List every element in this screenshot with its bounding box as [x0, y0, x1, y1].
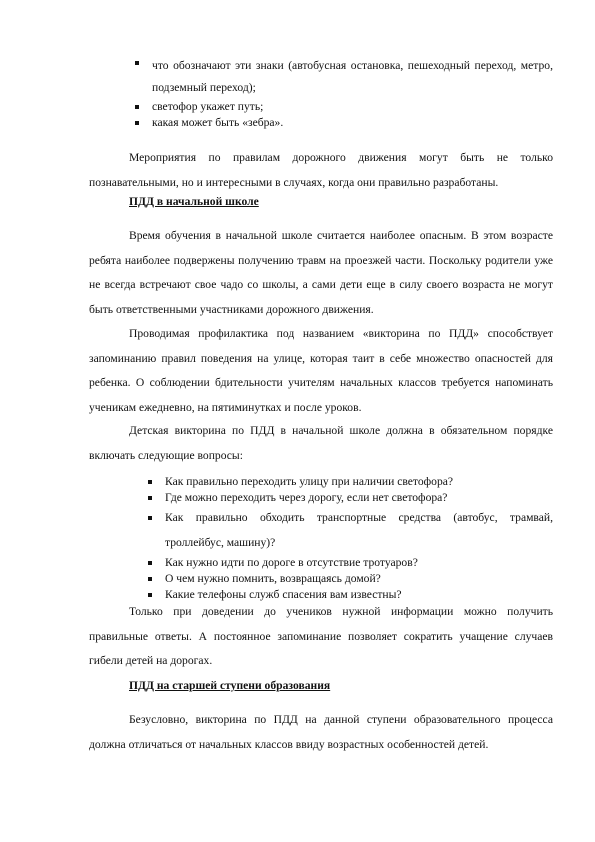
paragraph-prevention: Проводимая профилактика под названием «викторина по ПДД» способствует запоминанию правил поведения на улице, которая таит в себе множество опасностей для ребенка. О соблюдении бдительности учителям начальных классов требуется напоминать ученикам ежедневно, на пятиминутках и после уроков.: [89, 327, 553, 414]
paragraph-correct-answers: Только при доведении до учеников нужной информации можно получить правильные ответы. А постоянное запоминание позволяет сократить учащение случаев гибели детей на дорогах.: [89, 605, 553, 667]
list-item: что обозначают эти знаки (автобусная остановка, пешеходный переход, метро, подземный переход);: [152, 55, 553, 99]
list-item: Где можно переходить через дорогу, если нет светофора?: [165, 490, 553, 506]
list-item: Как нужно идти по дороге в отсутствие тротуаров?: [165, 555, 553, 571]
list-item: О чем нужно помнить, возвращаясь домой?: [165, 571, 553, 587]
paragraph-senior-quiz: Безусловно, викторина по ПДД на данной ступени образовательного процесса должна отличаться от начальных классов ввиду возрастных особенностей детей.: [89, 713, 553, 751]
bullet-list-questions: [165, 474, 553, 603]
list-item: Как правильно переходить улицу при наличии светофора?: [165, 474, 553, 490]
paragraph-events: Мероприятия по правилам дорожного движения могут быть не только познавательными, но и интересными в случаях, когда они правильно разработаны.: [89, 151, 553, 189]
bullet-list-signs: [152, 55, 553, 131]
section-heading-senior-stage: ПДД на старшей ступени образования: [129, 679, 331, 692]
paragraph-school-danger: Время обучения в начальной школе считается наиболее опасным. В этом возрасте ребята наиболее подвержены получению травм на проезжей части. Поскольку родители уже не всегда встречают свое чадо со школы, а сами дети еще в силу своего возраста не могут быть ответственными участниками дорожного движения.: [89, 229, 553, 316]
section-heading-primary-school: ПДД в начальной школе: [129, 195, 259, 208]
list-item: какая может быть «зебра».: [152, 115, 553, 131]
list-item: Как правильно обходить транспортные средства (автобус, трамвай, троллейбус, машину)?: [165, 506, 553, 555]
list-item: светофор укажет путь;: [152, 99, 553, 115]
paragraph-quiz-questions: Детская викторина по ПДД в начальной школе должна в обязательном порядке включать следующие вопросы:: [89, 424, 553, 462]
list-item: Какие телефоны служб спасения вам известны?: [165, 587, 553, 603]
